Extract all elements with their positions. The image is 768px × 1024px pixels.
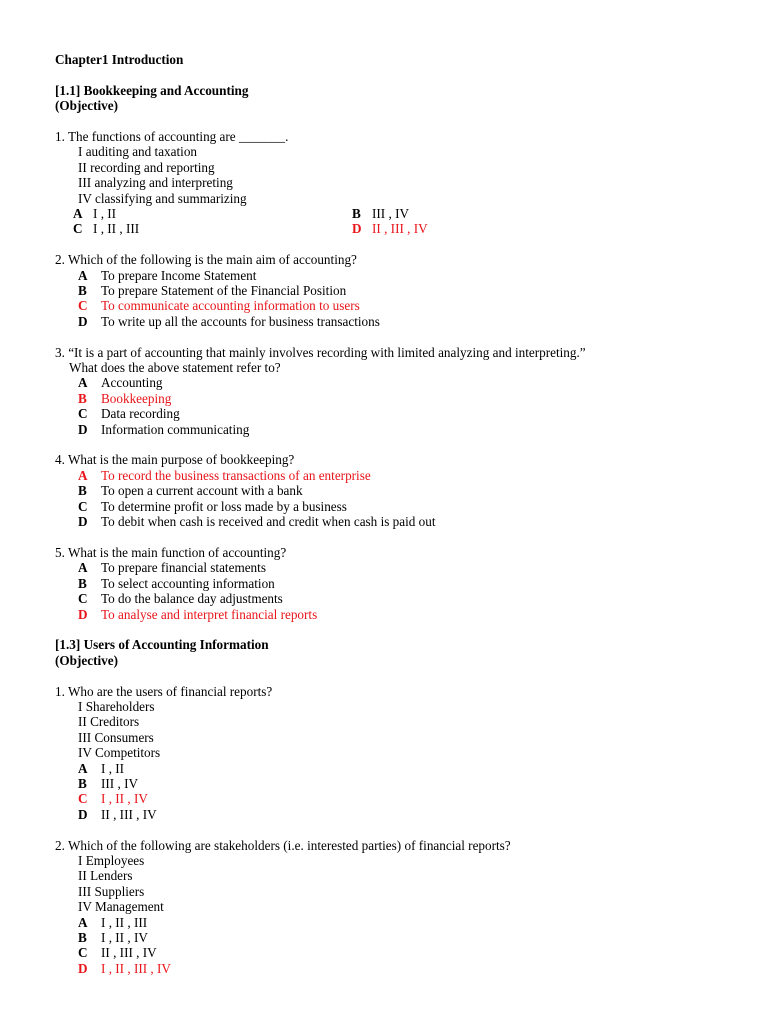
option-letter: C <box>78 298 88 314</box>
option-text: I , II , III , IV <box>101 960 171 976</box>
s2-q1-item: III Consumers <box>78 729 154 745</box>
option-letter: D <box>78 421 88 437</box>
s1-q4-option-d <box>55 514 745 529</box>
s2-q1-item: II Creditors <box>78 714 140 730</box>
s1-q1-item: I auditing and taxation <box>78 144 198 160</box>
s1-q1-options-row-2 <box>55 221 745 236</box>
s1-q5-option-a <box>55 560 745 575</box>
s2-q1-item: IV Competitors <box>78 745 161 761</box>
s1-q2-option-d <box>55 314 745 329</box>
option-letter: D <box>352 221 362 237</box>
s2-q2-item: II Lenders <box>78 868 133 884</box>
option-text: I , II , IV <box>101 791 148 807</box>
chapter-title: Chapter1 Introduction <box>55 52 184 67</box>
option-text: To determine profit or loss made by a business <box>101 498 347 514</box>
s1-q4-option-b <box>55 483 745 498</box>
option-text: To write up all the accounts for business transactions <box>101 313 380 329</box>
option-text: II , III , IV <box>101 806 157 822</box>
option-letter: D <box>78 606 88 622</box>
s1-q1-options-row-1 <box>55 206 745 221</box>
option-text: To analyse and interpret financial reports <box>101 606 318 622</box>
option-letter: C <box>78 406 88 422</box>
s1-q2-option-a <box>55 268 745 283</box>
option-text: To prepare financial statements <box>101 560 266 576</box>
option-text: To prepare Income Statement <box>101 267 257 283</box>
s1-q5-option-b <box>55 576 745 591</box>
option-letter: C <box>78 945 88 961</box>
s1-q1-option-c <box>55 221 352 236</box>
option-letter: C <box>78 591 88 607</box>
option-letter: B <box>78 283 87 299</box>
option-text: II , III , IV <box>101 945 157 961</box>
s1-q1-item: II recording and reporting <box>78 159 215 175</box>
option-text: To record the business transactions of an enterprise <box>101 467 371 483</box>
s2-q1-stem: 1. Who are the users of financial reports? <box>55 683 273 699</box>
option-text: I , II <box>93 206 117 222</box>
s1-q1-item: IV classifying and summarizing <box>78 190 247 206</box>
option-text: I , II , III <box>101 914 148 930</box>
option-text: To select accounting information <box>101 575 275 591</box>
option-text: To open a current account with a bank <box>101 483 303 499</box>
option-letter: D <box>78 806 88 822</box>
s1-q5-stem: 5. What is the main function of accounting? <box>55 544 287 560</box>
s1-q3-stem: 3. “It is a part of accounting that mainly involves recording with limited analyzing and interpreting.” <box>55 344 586 360</box>
option-text: Bookkeeping <box>101 390 172 406</box>
option-text: I , II <box>101 760 125 776</box>
s1-q2-option-c-correct <box>55 298 745 313</box>
document-content <box>55 52 745 976</box>
s2-q2-item: III Suppliers <box>78 883 145 899</box>
option-letter: A <box>78 560 88 576</box>
s1-q2-option-b <box>55 283 745 298</box>
s2-q2-option-a <box>55 915 745 930</box>
section-1-title: [1.1] Bookkeeping and Accounting <box>55 82 249 98</box>
option-text: I , II , III <box>93 221 140 237</box>
option-letter: B <box>78 390 87 406</box>
s1-q3-option-d <box>55 422 745 437</box>
option-letter: A <box>78 760 88 776</box>
section-1-subtitle: (Objective) <box>55 98 118 114</box>
s2-q2-item: I Employees <box>78 852 145 868</box>
s2-q2-option-d-correct <box>55 961 745 976</box>
s1-q5-option-d-correct <box>55 607 745 622</box>
option-letter: D <box>78 313 88 329</box>
option-letter: B <box>352 206 361 222</box>
option-letter: B <box>78 483 87 499</box>
s2-q2-option-b <box>55 930 745 945</box>
s1-q5-option-c <box>55 591 745 606</box>
option-letter: C <box>73 221 83 237</box>
option-letter: A <box>78 914 88 930</box>
option-letter: C <box>78 791 88 807</box>
s2-q1-option-a <box>55 761 745 776</box>
option-letter: B <box>78 775 87 791</box>
s1-q3-option-b-correct <box>55 391 745 406</box>
option-text: To debit when cash is received and credit when cash is paid out <box>101 514 436 530</box>
option-letter: C <box>78 498 88 514</box>
s2-q1-item: I Shareholders <box>78 698 155 714</box>
s2-q1-option-b <box>55 776 745 791</box>
option-letter: A <box>78 467 88 483</box>
s1-q3-option-a <box>55 375 745 390</box>
option-text: Information communicating <box>101 421 250 437</box>
s2-q2-item: IV Management <box>78 899 164 915</box>
s1-q1-option-a <box>55 206 352 221</box>
option-letter: D <box>78 514 88 530</box>
option-letter: A <box>78 267 88 283</box>
s1-q1-item: III analyzing and interpreting <box>78 175 233 191</box>
s1-q4-option-c <box>55 499 745 514</box>
s1-q3-option-c <box>55 406 745 421</box>
option-text: Accounting <box>101 375 163 391</box>
option-text: II , III , IV <box>372 221 428 237</box>
option-letter: D <box>78 960 88 976</box>
option-text: III , IV <box>372 206 409 222</box>
option-text: To prepare Statement of the Financial Position <box>101 283 347 299</box>
option-letter: A <box>73 206 83 222</box>
option-letter: A <box>78 375 88 391</box>
s1-q1-option-d-correct <box>352 221 428 236</box>
option-text: To communicate accounting information to users <box>101 298 360 314</box>
s1-q1-stem: 1. The functions of accounting are _______. <box>55 129 289 144</box>
s2-q1-option-c-correct <box>55 791 745 806</box>
s1-q2-stem: 2. Which of the following is the main aim of accounting? <box>55 252 357 268</box>
option-text: III , IV <box>101 775 138 791</box>
option-text: To do the balance day adjustments <box>101 591 283 607</box>
option-letter: B <box>78 575 87 591</box>
s1-q3-stem-question: What does the above statement refer to? <box>69 360 281 376</box>
section-2-subtitle: (Objective) <box>55 652 118 668</box>
option-text: I , II , IV <box>101 930 148 946</box>
s1-q4-option-a-correct <box>55 468 745 483</box>
s1-q4-stem: 4. What is the main purpose of bookkeeping? <box>55 452 295 468</box>
option-letter: B <box>78 930 87 946</box>
s2-q1-option-d <box>55 807 745 822</box>
section-2-title: [1.3] Users of Accounting Information <box>55 637 269 653</box>
s2-q2-option-c <box>55 945 745 960</box>
s2-q2-stem: 2. Which of the following are stakeholders (i.e. interested parties) of financial reports? <box>55 837 511 853</box>
s1-q1-option-b <box>352 206 409 221</box>
option-text: Data recording <box>101 406 180 422</box>
